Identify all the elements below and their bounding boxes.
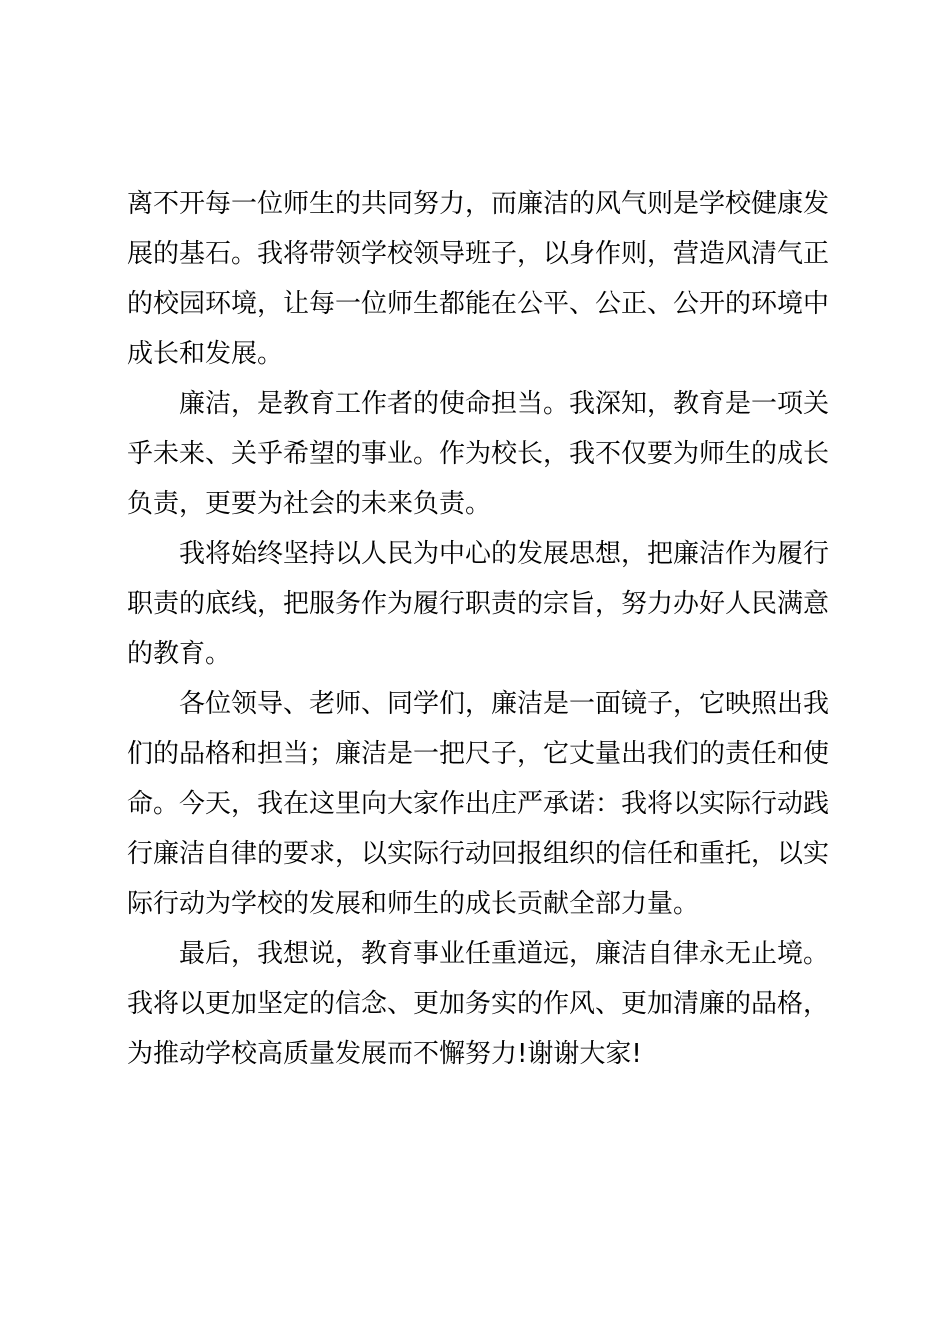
- paragraph-line: 最后，我想说，教育事业任重道远，廉洁自律永无止境。: [179, 939, 830, 969]
- paragraph-line: 展的基石。我将带领学校领导班子，以身作则，营造风清气正: [127, 239, 830, 269]
- paragraph-line: 为推动学校高质量发展而不懈努力!谢谢大家!: [127, 1039, 642, 1069]
- document-body: [127, 179, 837, 1079]
- paragraph-line: 乎未来、关乎希望的事业。作为校长，我不仅要为师生的成长: [127, 439, 830, 469]
- paragraph-line: 的教育。: [127, 639, 232, 669]
- paragraph-line: 际行动为学校的发展和师生的成长贡献全部力量。: [127, 889, 700, 919]
- paragraph-line: 我将以更加坚定的信念、更加务实的作风、更加清廉的品格，: [127, 989, 830, 1019]
- paragraph-line: 命。今天，我在这里向大家作出庄严承诺：我将以实际行动践: [127, 789, 830, 819]
- paragraph-line: 各位领导、老师、同学们，廉洁是一面镜子，它映照出我: [179, 689, 830, 719]
- paragraph-line: 廉洁，是教育工作者的使命担当。我深知，教育是一项关: [179, 389, 830, 419]
- paragraph-line: 离不开每一位师生的共同努力，而廉洁的风气则是学校健康发: [127, 189, 830, 219]
- paragraph-line: 的校园环境，让每一位师生都能在公平、公正、公开的环境中: [127, 289, 830, 319]
- paragraph-4: [127, 679, 837, 929]
- paragraph-3: [127, 529, 837, 679]
- paragraph-5: [127, 929, 837, 1079]
- paragraph-line: 成长和发展。: [127, 339, 284, 369]
- paragraph-line: 负责，更要为社会的未来负责。: [127, 489, 492, 519]
- paragraph-line: 们的品格和担当；廉洁是一把尺子，它丈量出我们的责任和使: [127, 739, 830, 769]
- paragraph-1: [127, 179, 837, 379]
- paragraph-line: 行廉洁自律的要求，以实际行动回报组织的信任和重托，以实: [127, 839, 830, 869]
- paragraph-line: 职责的底线，把服务作为履行职责的宗旨，努力办好人民满意: [127, 589, 830, 619]
- paragraph-line: 我将始终坚持以人民为中心的发展思想，把廉洁作为履行: [179, 539, 830, 569]
- paragraph-2: [127, 379, 837, 529]
